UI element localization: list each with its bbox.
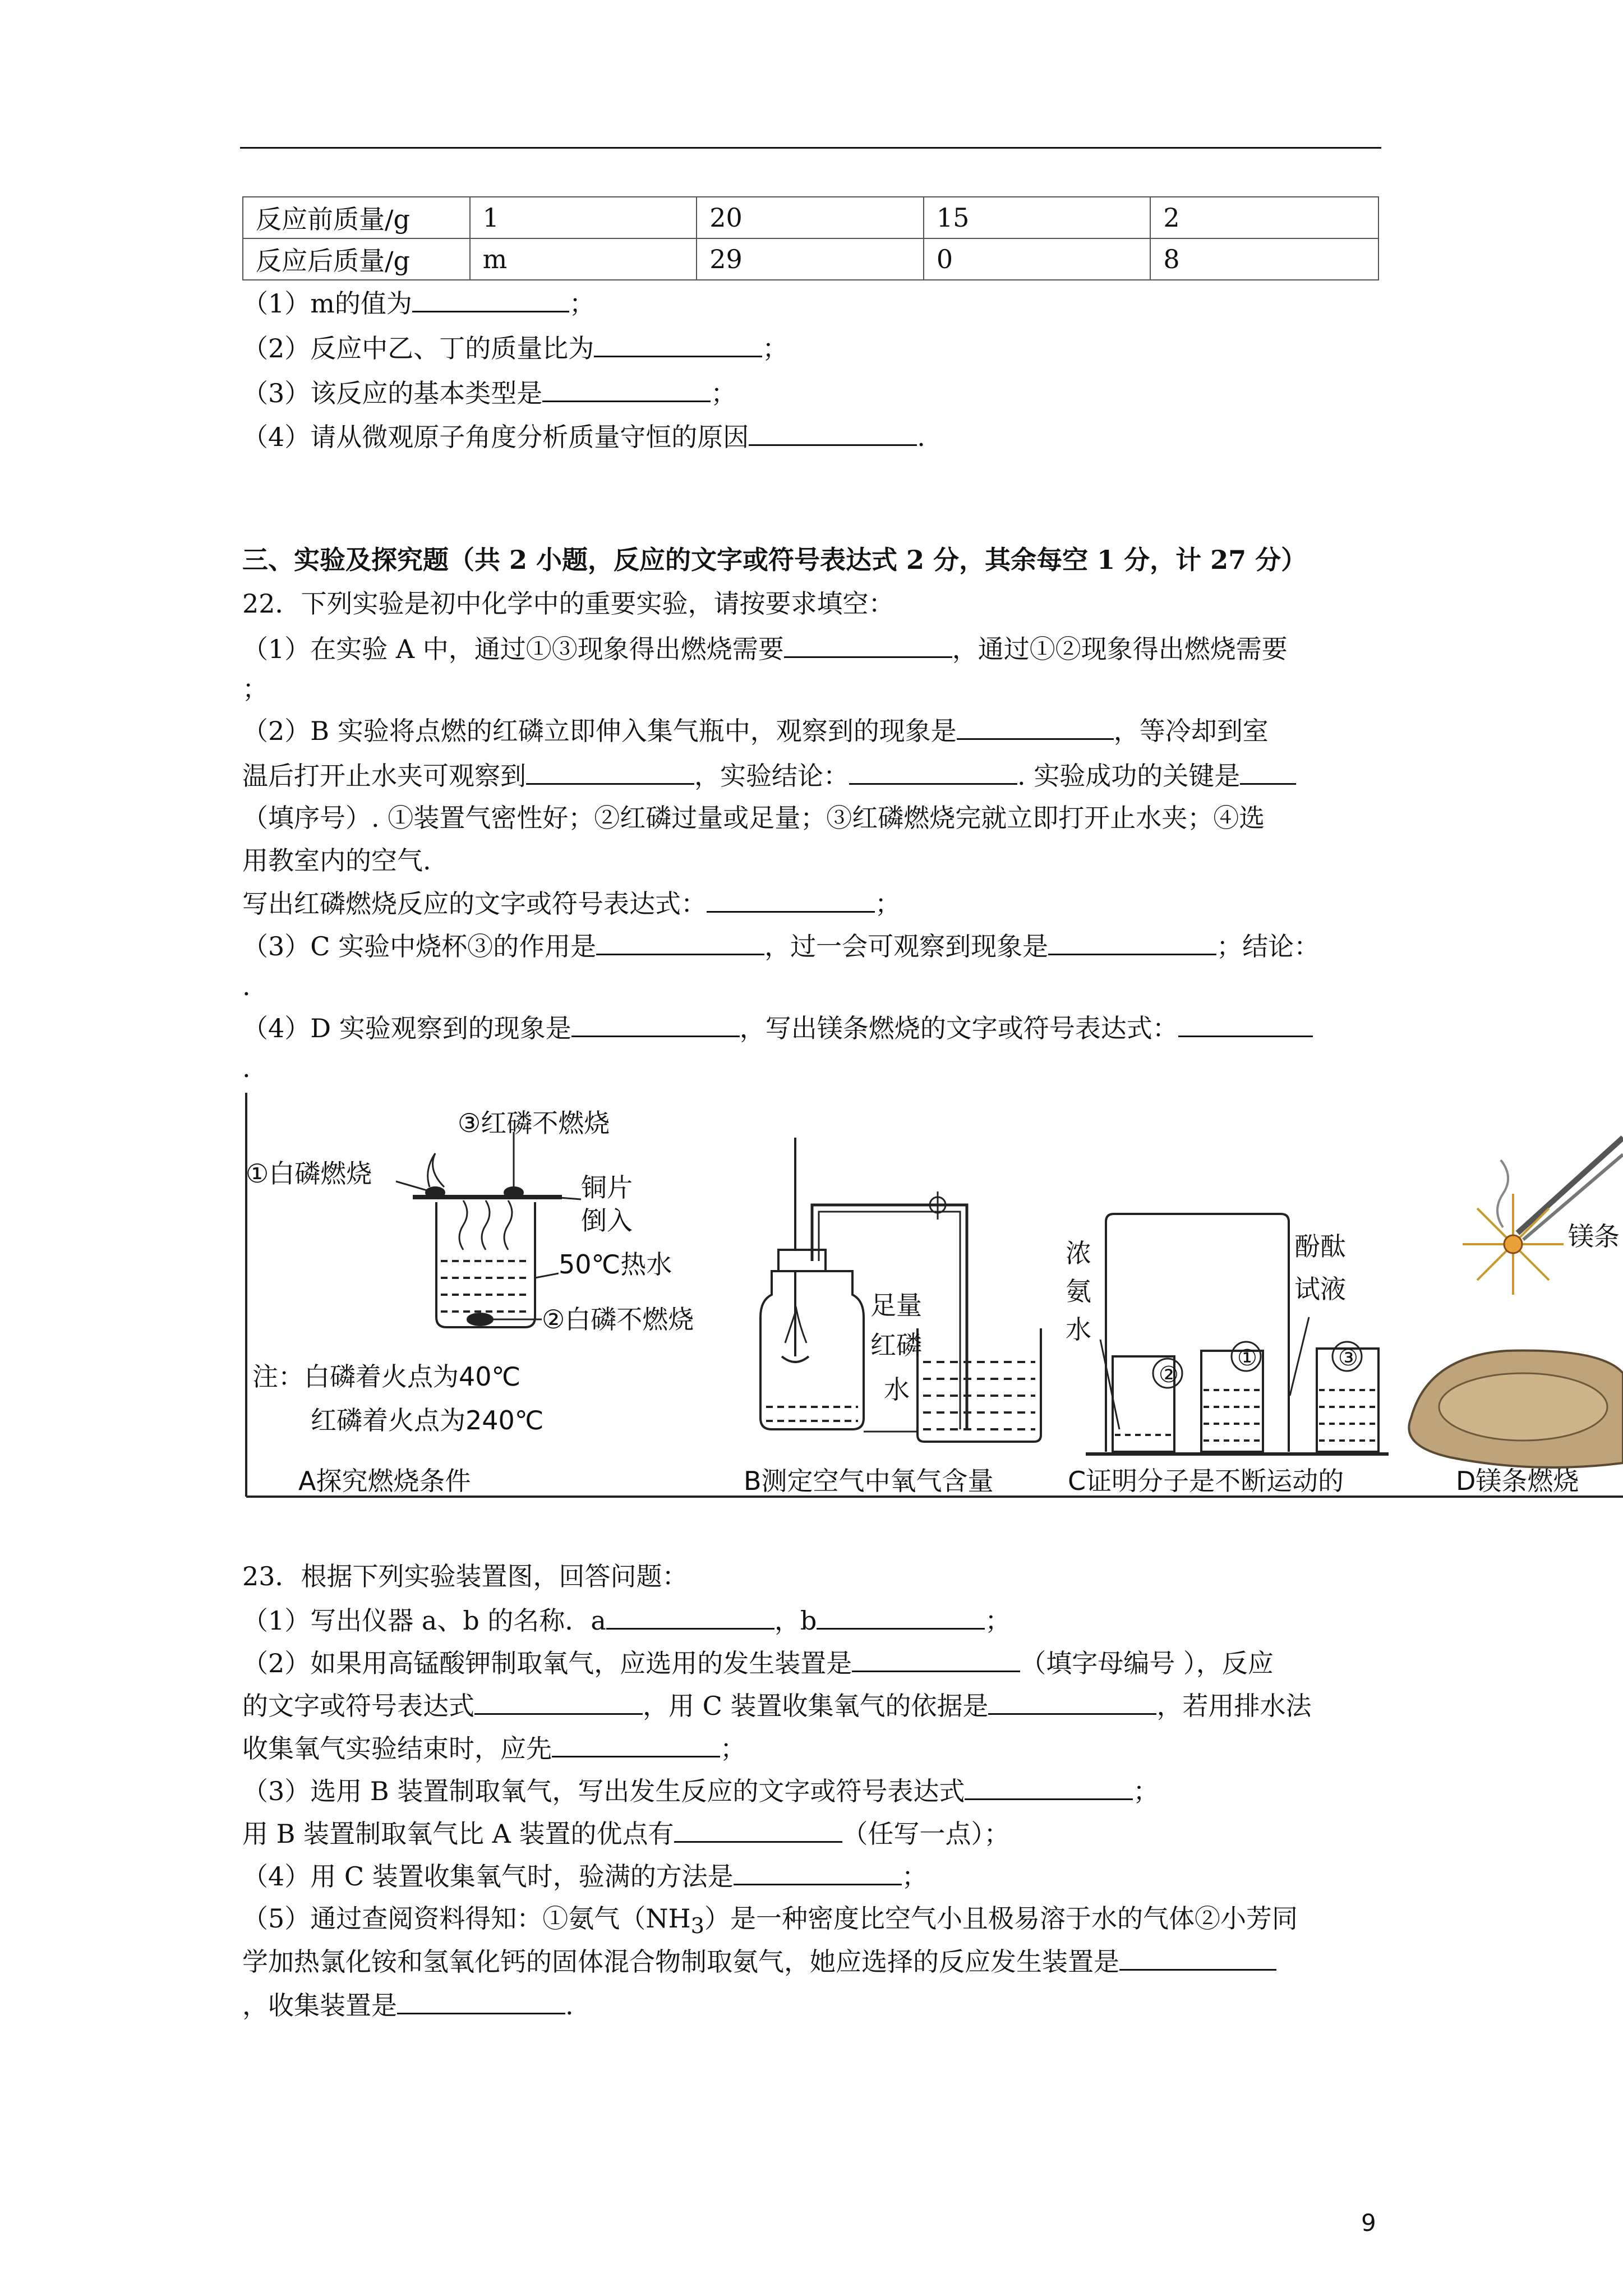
answer-blank[interactable] [552,1731,720,1757]
answer-blank[interactable] [412,286,569,312]
q23-part-4: （4）用 C 装置收集氧气时，验满的方法是 ； [242,1859,928,1893]
answer-blank[interactable] [817,1603,985,1630]
beaker-b [917,1328,1041,1442]
mass-table [242,196,1379,280]
q21-item-3: （3）该反应的基本类型是 ； [242,376,736,410]
bell-jar [1106,1214,1289,1452]
table-cell: 反应前质量/g [243,197,470,238]
b-label-3: 水 [884,1374,910,1405]
b-label-1: 足量 [870,1290,922,1320]
q21-item-4: （4）请从微观原子角度分析质量守恒的原因 . [242,420,925,454]
q23-part-2: （2）如果用高锰酸钾制取氧气，应选用的发生装置是 （填字母编号 ），反应 [242,1646,1274,1680]
b-label-2: 红磷 [870,1330,922,1360]
page-number: 9 [1361,2209,1376,2237]
c-ammonia-2: 氨 [1066,1276,1091,1306]
q23-part-5-line3: ，收集装置是 . [242,1988,574,2022]
q22-part-1-end: ； [242,674,268,704]
answer-blank[interactable] [707,886,875,913]
c-ammonia-1: 浓 [1066,1238,1091,1268]
answer-blank[interactable] [397,1988,565,2014]
header-rule [240,147,1381,149]
table-cell: 20 [697,197,924,238]
answer-blank[interactable] [957,714,1114,740]
table-cell: 2 [1150,197,1378,238]
q23-part-5-line2: 学加热氯化铵和氢氧化钙的固体混合物制取氨气，她应选择的反应发生装置是 [242,1944,1276,1978]
table-cell: 1 [470,197,697,238]
answer-blank[interactable] [474,1688,643,1715]
answer-blank[interactable] [606,1603,774,1630]
a-note-2: 红磷着火点为240℃ [311,1405,544,1435]
q23-part-2-line2: 的文字或符号表达式 ，用 C 装置收集氧气的依据是 ，若用排水法 [242,1688,1311,1723]
table-cell: m [470,238,697,280]
q22-part-2-line3: （填序号）. ①装置气密性好；②红磷过量或足量；③红磷燃烧完就立即打开止水夹；④选 [242,803,1265,833]
experiment-a [396,1132,581,1327]
b-caption: B测定空气中氧气含量 [744,1466,994,1496]
beaker-a [436,1202,535,1327]
section-title: 三、实验及探究题（共 2 小题，反应的文字或符号表达式 2 分，其余每空 1 分，计 27 分） [242,545,1307,575]
answer-blank[interactable] [749,420,917,446]
table-row [243,197,1378,238]
answer-blank[interactable] [1048,929,1216,955]
answer-blank[interactable] [542,376,711,402]
q23-part-3: （3）选用 B 装置制取氧气，写出发生反应的文字或符号表达式 ； [242,1774,1159,1808]
experiments-figure [245,1093,1623,1499]
a-copper-1: 铜片 [581,1172,633,1203]
table-row [243,238,1378,280]
q22-part-1: （1）在实验 A 中，通过①③现象得出燃烧需要 ，通过①②现象得出燃烧需要 [242,632,1288,666]
c-ammonia-3: 水 [1066,1314,1091,1345]
answer-blank[interactable] [674,1816,842,1843]
c-number-1: ① [1237,1345,1257,1371]
answer-blank[interactable] [988,1688,1156,1715]
table-cell: 29 [697,238,924,280]
answer-blank[interactable] [965,1774,1133,1800]
flame-icon [428,1153,444,1187]
q23-part-2-line3: 收集氧气实验结束时，应先 ； [242,1731,746,1765]
answer-blank[interactable] [526,758,694,785]
q23-part-3-line2: 用 B 装置制取氧气比 A 装置的优点有 （任写一点）； [242,1816,1010,1851]
table-cell: 反应后质量/g [243,238,470,280]
a-caption: A探究燃烧条件 [298,1466,471,1496]
answer-blank[interactable] [784,632,952,658]
answer-blank[interactable] [1119,1944,1276,1971]
q23-part-5: （5）通过查阅资料得知：①氨气$(NH_3)$是一种密度比空气小且极易溶于水的气体②小芳同 [242,1903,1298,1939]
red-phosphorus [505,1188,523,1198]
table-cell: 0 [924,238,1151,280]
answer-blank[interactable] [1178,1011,1313,1037]
c-number-3: ③ [1338,1345,1358,1371]
d-caption: D镁条燃烧 [1456,1466,1579,1496]
q22-part-2-line4: 用教室内的空气. [242,845,431,876]
a-label-1: ①白磷燃烧 [246,1158,372,1189]
table-cell: 15 [924,197,1151,238]
answer-blank[interactable] [734,1859,902,1885]
a-copper-2: 倒入 [581,1205,633,1236]
q23-part-1: （1）写出仪器 a、b 的名称．a ，b ； [242,1603,1011,1637]
answer-blank[interactable] [571,1011,740,1037]
c-caption: C证明分子是不断运动的 [1068,1466,1344,1496]
q22-part-2: （2）B 实验将点燃的红磷立即伸入集气瓶中，观察到的现象是 ，等冷却到室 [242,714,1269,748]
q22-part-2-line5: 写出红磷燃烧反应的文字或符号表达式： ； [242,886,901,921]
answer-blank[interactable] [852,1646,1020,1672]
a-label-2: ②白磷不燃烧 [542,1304,694,1335]
q21-item-1: （1）m的值为 ； [242,286,595,320]
table-cell: 8 [1150,238,1378,280]
q22-part-4: （4）D 实验观察到的现象是 ，写出镁条燃烧的文字或符号表达式： [242,1011,1313,1045]
a-note-1: 注：白磷着火点为40℃ [252,1361,521,1392]
answer-blank[interactable] [1240,758,1296,785]
q22-part-3-end: . [242,971,251,1001]
a-label-3: ③红磷不燃烧 [458,1108,610,1138]
answer-blank[interactable] [849,758,1017,785]
answer-blank[interactable] [596,929,764,955]
d-label: 镁条 [1568,1221,1620,1251]
q22-intro: 22．下列实验是初中化学中的重要实验，请按要求填空： [242,588,895,619]
answer-blank[interactable] [594,331,762,357]
experiment-d [1409,1138,1623,1467]
q22-part-2-line2: 温后打开止水夹可观察到 ，实验结论： . 实验成功的关键是 [242,758,1296,793]
c-phenol-1: 酚酞 [1294,1231,1346,1262]
q22-part-3: （3）C 实验中烧杯③的作用是 ，过一会可观察到现象是 ；结论： [242,929,1320,963]
c-phenol-2: 试液 [1294,1274,1346,1304]
q21-item-2: （2）反应中乙、丁的质量比为 ； [242,331,788,365]
white-phosphorus [426,1188,444,1198]
tongs [1518,1138,1623,1233]
q23-intro: 23．根据下列实验装置图，回答问题： [242,1561,688,1591]
gas-jar [760,1271,864,1429]
c-number-2: ② [1159,1362,1179,1388]
a-water-label: 50℃热水 [559,1249,672,1280]
q22-part-4-end: . [242,1053,251,1083]
